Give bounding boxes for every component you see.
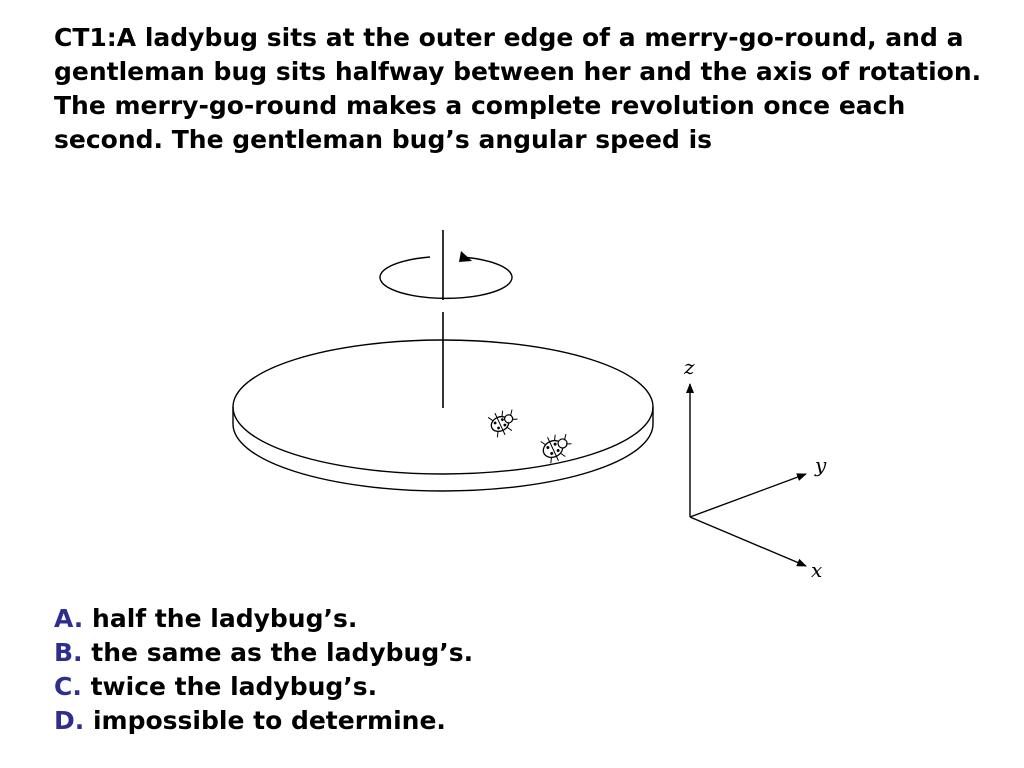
rotation-arrow-icon bbox=[380, 251, 512, 298]
answer-text: half the ladybug’s. bbox=[92, 604, 358, 633]
answer-letter: C. bbox=[54, 672, 82, 701]
answer-a[interactable] bbox=[54, 602, 473, 636]
answer-text: the same as the ladybug’s. bbox=[91, 638, 474, 667]
x-axis-label: x bbox=[811, 558, 823, 582]
merry-go-round-figure bbox=[0, 215, 1024, 595]
question-text: CT1:A ladybug sits at the outer edge of a merry-go-round, and a gentleman bug sits halfway between her and the axis of rotation. The merry-go-round makes a complete revolution once each second. The gentleman bug’s angular speed is bbox=[54, 23, 982, 154]
answer-b[interactable] bbox=[54, 636, 473, 670]
answer-choices bbox=[54, 602, 473, 738]
z-axis-label: z bbox=[684, 355, 695, 379]
answer-text: impossible to determine. bbox=[92, 706, 446, 735]
ladybug-icon bbox=[538, 429, 575, 465]
gentleman-bug-icon bbox=[487, 406, 522, 439]
coordinate-axes bbox=[683, 355, 827, 582]
answer-c[interactable] bbox=[54, 670, 473, 704]
answer-d[interactable] bbox=[54, 704, 473, 738]
answer-letter: A. bbox=[54, 604, 84, 633]
answer-text: twice the ladybug’s. bbox=[90, 672, 378, 701]
answer-letter: D. bbox=[54, 706, 85, 735]
answer-letter: B. bbox=[54, 638, 83, 667]
y-axis-label: y bbox=[815, 453, 827, 477]
